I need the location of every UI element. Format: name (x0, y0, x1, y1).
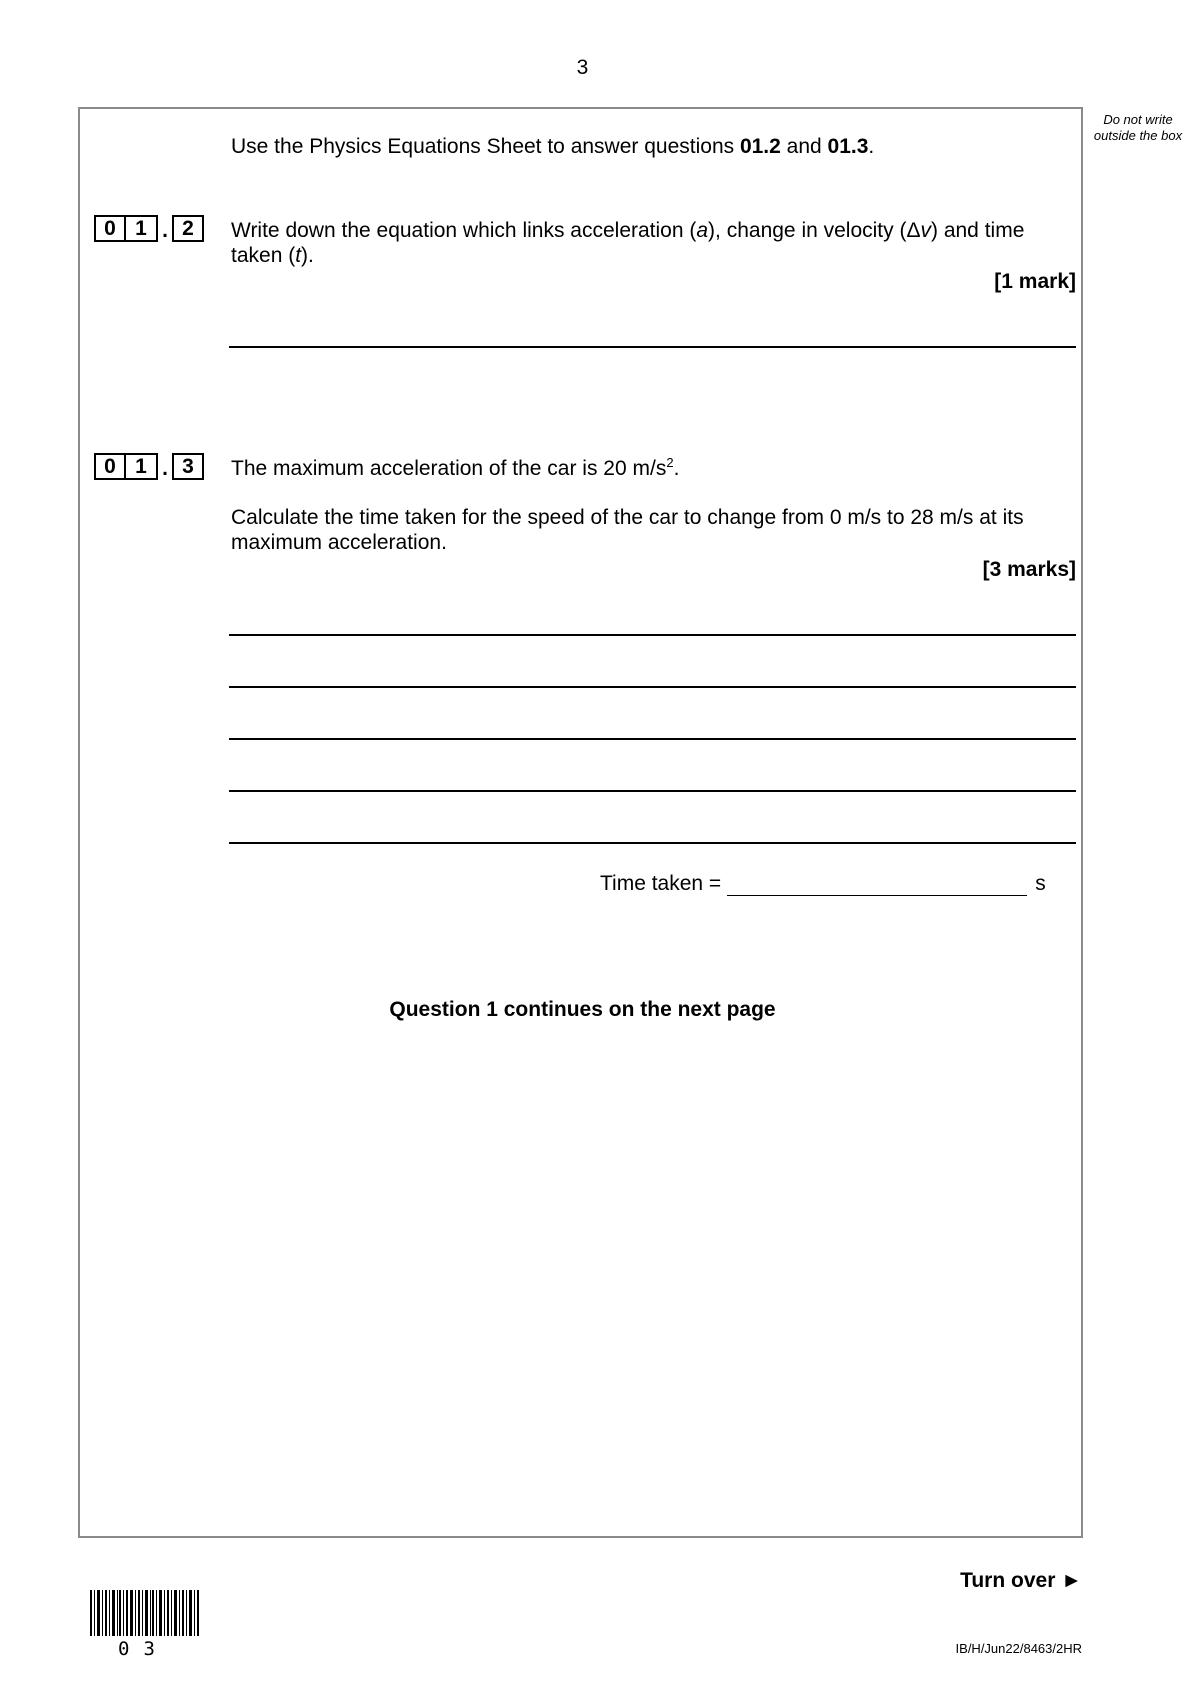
intro-text (231, 134, 1081, 159)
answer-line[interactable] (229, 790, 1076, 792)
intro-end: . (868, 135, 875, 158)
q2-text1-sup: 2 (666, 455, 674, 470)
continue-notice: Question 1 continues on the next page (389, 998, 776, 1021)
answer-row (600, 869, 1080, 896)
qnum-digit: 0 (94, 215, 126, 242)
qnum-dot: . (162, 219, 168, 242)
answer-unit: s (1035, 872, 1046, 895)
question-01-2-marks: [1 mark] (994, 270, 1076, 293)
qnum-digit: 0 (94, 453, 126, 480)
answer-label: Time taken = (600, 872, 722, 895)
q1-var-v: v (920, 219, 931, 242)
question-number-01-2 (94, 215, 204, 242)
q1-text-part: ) and time taken ( (231, 219, 1025, 267)
margin-note: Do not write outside the box (1093, 112, 1183, 143)
q1-var-a: a (696, 219, 709, 242)
barcode-icon (90, 1590, 200, 1636)
q1-text-part: ). (301, 244, 314, 267)
q2-text1-main: The maximum acceleration of the car is 20 m/s (231, 457, 667, 480)
question-01-3-text-2: Calculate the time taken for the speed of the car to change from 0 m/s to 28 m/s at its maximum acceleration. (231, 506, 1024, 554)
question-number-01-3 (94, 453, 204, 480)
qnum-digit: 1 (126, 453, 158, 480)
q1-text-part: ), change in velocity (Δ (708, 219, 921, 242)
answer-line[interactable] (229, 686, 1076, 688)
answer-line[interactable] (229, 738, 1076, 740)
q1-text-part: Write down the equation which links acceleration ( (231, 219, 697, 242)
answer-line[interactable] (229, 842, 1076, 844)
qnum-digit: 3 (172, 453, 204, 480)
page-number: 3 (576, 56, 589, 79)
q1-var-t: t (295, 244, 302, 267)
answer-blank[interactable] (727, 869, 1027, 896)
intro-and: and (780, 135, 828, 158)
turn-over[interactable]: Turn over ► (960, 1569, 1082, 1592)
answer-frame (78, 107, 1083, 1538)
q2-text1-end: . (673, 457, 680, 480)
barcode-number: 03 (118, 1638, 169, 1660)
qnum-digit: 2 (172, 215, 204, 242)
question-01-2-text (231, 218, 1076, 268)
qnum-dot: . (162, 457, 168, 480)
answer-line[interactable] (229, 634, 1076, 636)
answer-line[interactable] (229, 346, 1076, 348)
intro-q2: 01.3 (827, 135, 869, 158)
qnum-digit: 1 (126, 215, 158, 242)
paper-reference: IB/H/Jun22/8463/2HR (955, 1641, 1082, 1656)
question-01-3-marks: [3 marks] (982, 558, 1076, 581)
intro-q1: 01.2 (739, 135, 781, 158)
question-01-3-text-1 (231, 456, 1076, 481)
intro-prefix: Use the Physics Equations Sheet to answer questions (231, 135, 740, 158)
